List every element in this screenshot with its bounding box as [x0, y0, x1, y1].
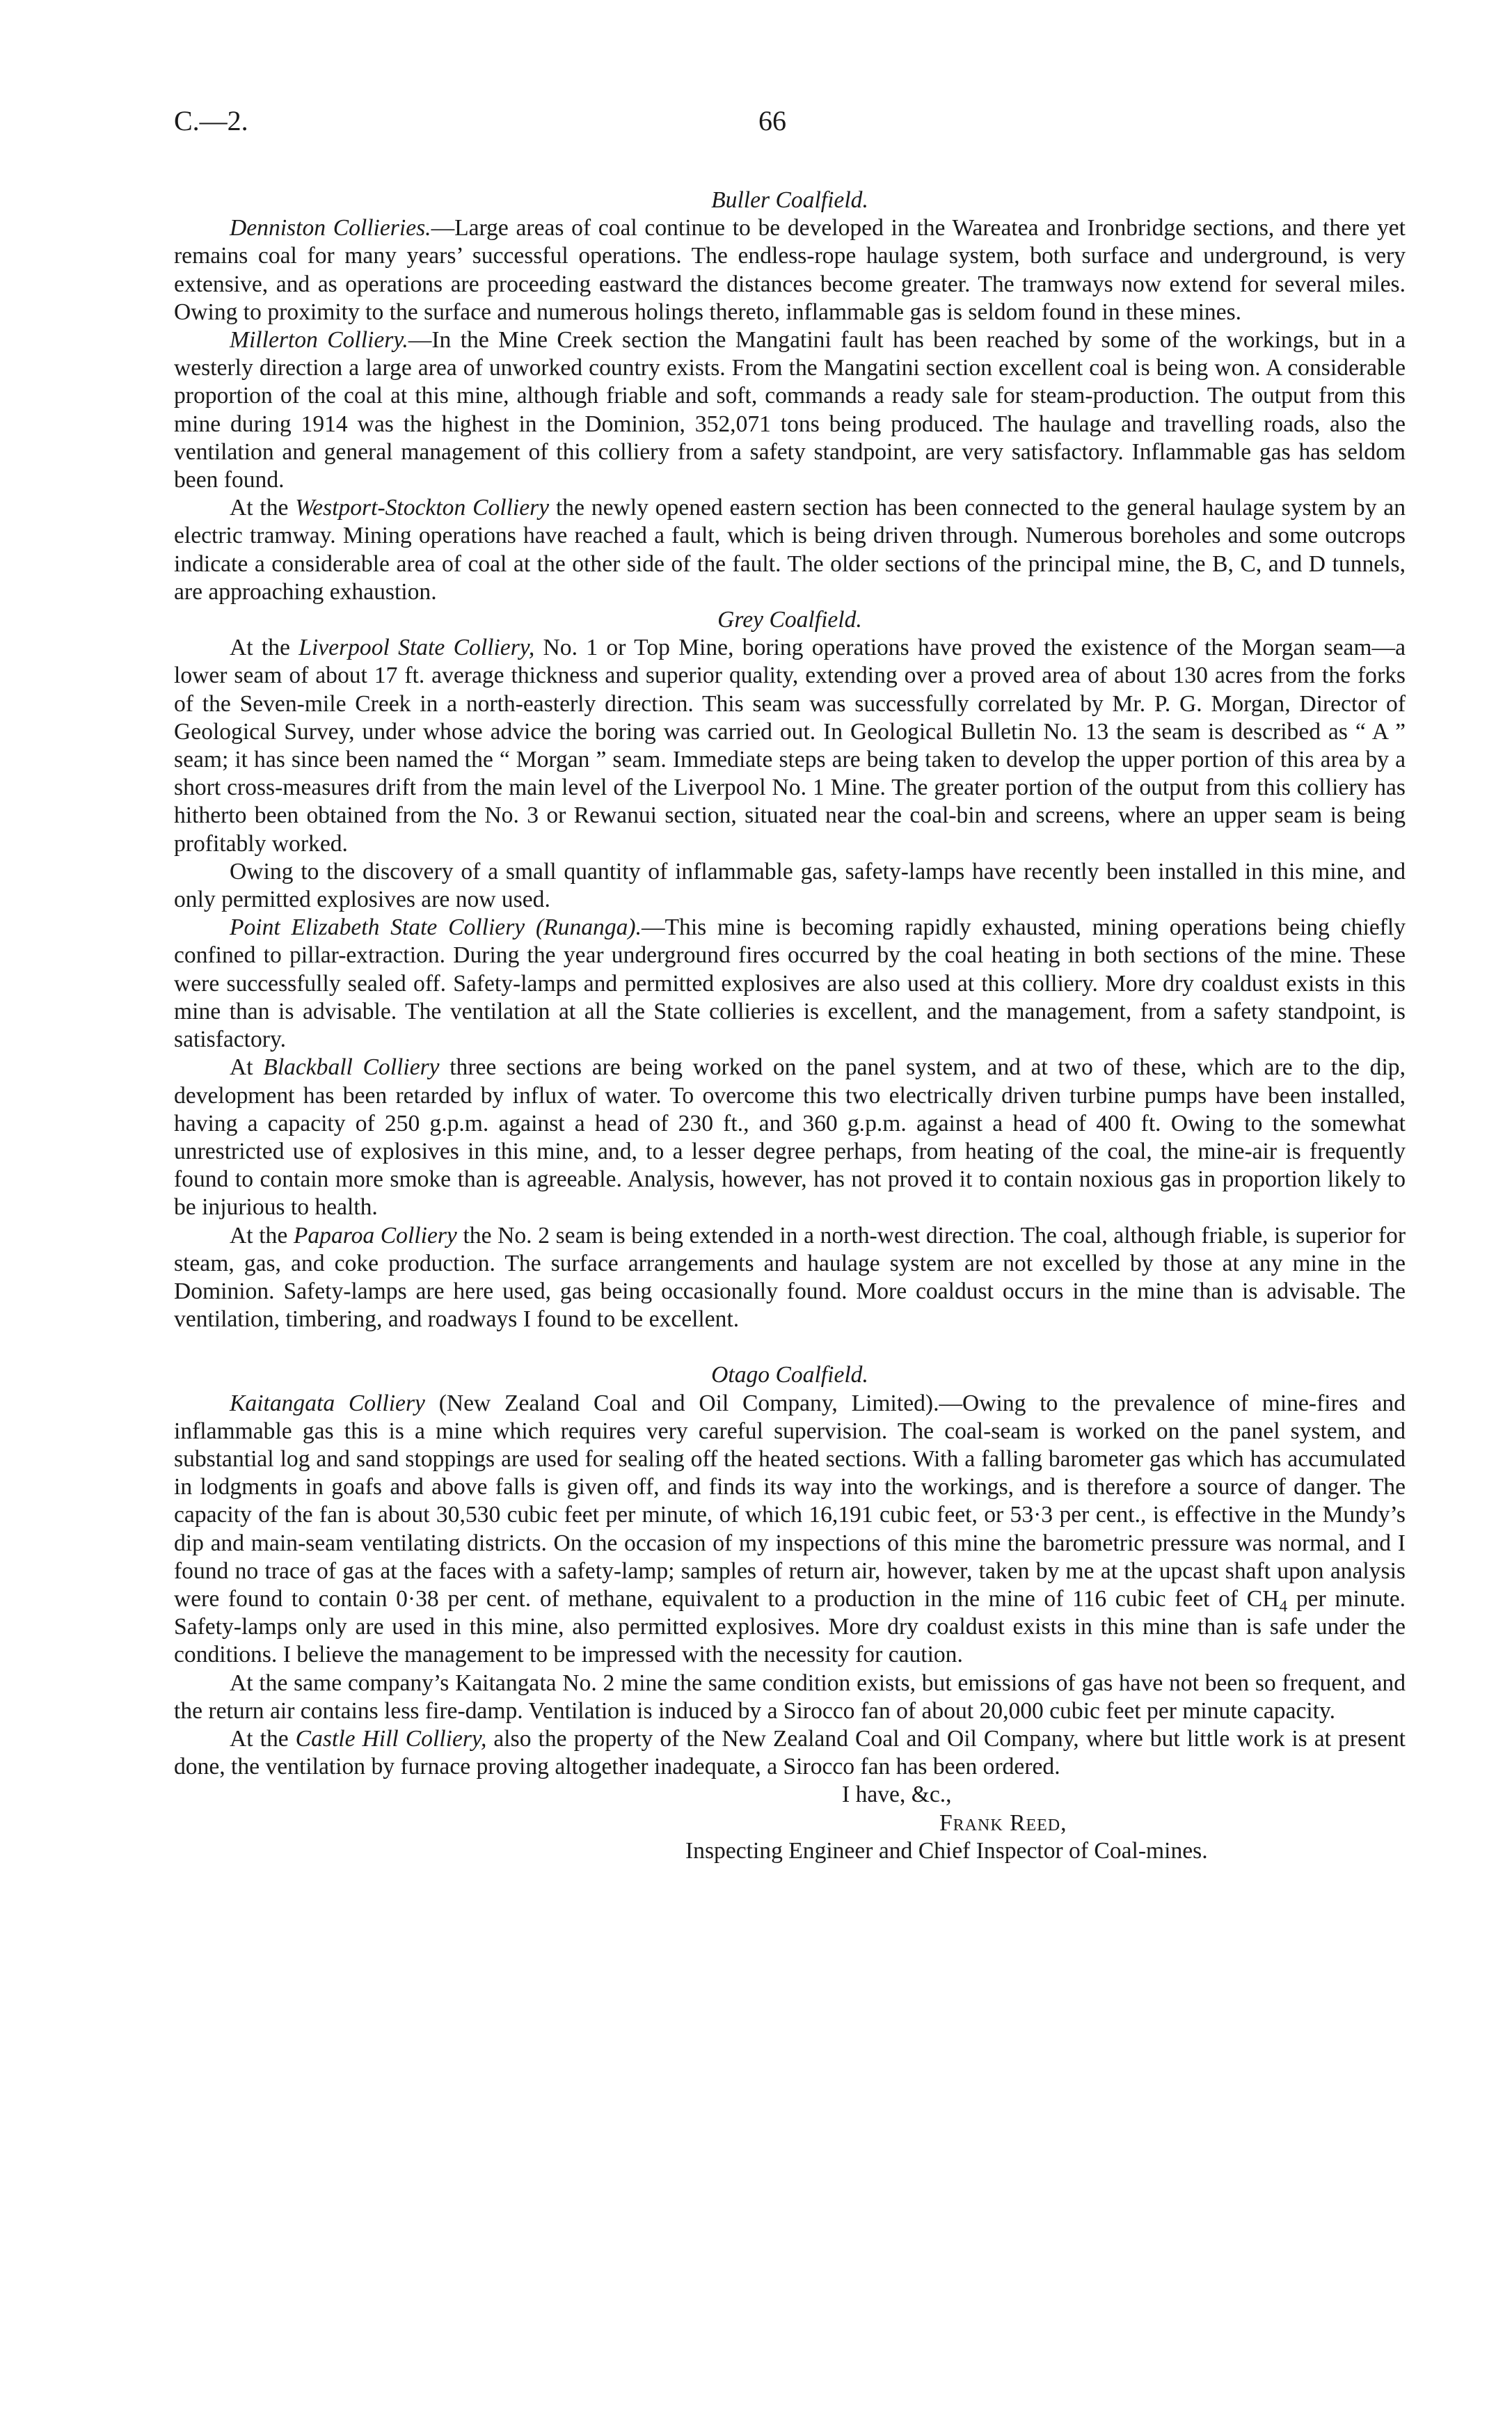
paragraph-text: per minute. Safety-lamps only are used in this mine, also permitted explosives. More dry coaldust exists in this mine than is safe under the conditions. I believe the management to be impressed with the necessity for caution.: [174, 1585, 1406, 1668]
colliery-name: Blackball Colliery: [263, 1054, 440, 1081]
colliery-name: Point Elizabeth State Colliery (Runanga).: [230, 914, 642, 941]
page-number: 66: [758, 105, 786, 136]
paragraph-prefix: At: [230, 1054, 264, 1081]
colliery-name: Kaitangata Colliery: [230, 1390, 425, 1416]
colliery-name: Millerton Colliery.: [230, 327, 408, 354]
paragraph-westport-stockton: [174, 494, 1406, 606]
paragraph-text: the No. 2 seam is being extended in a north-west direction. The coal, although friable, is superior for steam, gas, and coke production. The surface arrangements and haulage system are not excelled by those at any mine in the Dominion. Safety-lamps are here used, gas being occasionally found. More coaldust occurs in the mine than is advisable. The ventilation, timbering, and roadways I found to be excellent.: [174, 1222, 1406, 1333]
colliery-name: Westport-Stockton Colliery: [295, 495, 550, 521]
paragraph-text: —This mine is becoming rapidly exhausted, mining operations being chiefly confined to pillar-extraction. During the year underground fires occurred by the coal heating in both sections of the mine. These were successfully sealed off. Safety-lamps and permitted explosives are also used at this colliery. More dry coaldust exists in this mine than is advisable. The ventilation at all the State collieries is excellent, and the management, from a safety standpoint, is satisfactory.: [174, 914, 1406, 1053]
paragraph-text: the newly opened eastern section has been connected to the general haulage system by an electric tramway. Mining operations have reached a fault, which is being driven through. Numerous boreholes and some outcrops indicate a considerable area of coal at the other side of the fault. The older sections of the principal mine, the B, C, and D tunnels, are approaching exhaustion.: [174, 495, 1406, 605]
chemical-subscript: 4: [1279, 1597, 1288, 1616]
paragraph-paparoa: [174, 1222, 1406, 1334]
paragraph-text: three sections are being worked on the panel system, and at two of these, which are to the dip, development has been retarded by influx of water. To overcome this two electrically driven turbine pumps have been installed, having a capacity of 250 g.p.m. against a head of 230 ft., and 360 g.p.m. against a head of 400 ft. Owing to the somewhat unrestricted use of explosives in this mine, and, to a lesser degree perhaps, from heating of the coal, the mine-air is frequently found to contain more smoke than is agreeable. Analysis, however, has not proved it to contain noxious gas in proportion likely to be injurious to health.: [174, 1054, 1406, 1221]
colliery-name: Paparoa Colliery: [293, 1222, 457, 1249]
signature-block: [174, 1781, 1406, 1865]
signature-name: Frank Reed,: [939, 1809, 1067, 1836]
paragraph-text: —Large areas of coal continue to be developed in the Wareatea and Ironbridge sections, and there yet remains coal for many years’ successful operations. The endless-rope haulage system, both surface and underground, is very extensive, and as operations are proceeding eastward the distances become greater. The tramways now extend for several miles. Owing to proximity to the surface and numerous holings thereto, inflammable gas is seldom found in these mines.: [174, 215, 1406, 325]
paragraph-kaitangata-no2: [174, 1670, 1406, 1725]
paragraph-castle-hill: [174, 1725, 1406, 1781]
paragraph-text: Owing to the discovery of a small quantity of inflammable gas, safety-lamps have recently been installed in this mine, and only permitted explosives are now used.: [174, 858, 1406, 913]
report-body: [174, 187, 1406, 1865]
paragraph-millerton: [174, 326, 1406, 494]
paragraph-prefix: At the: [230, 1725, 296, 1752]
paragraph-prefix: At the: [230, 1222, 294, 1249]
signature-closing: I have, &c.,: [842, 1782, 952, 1808]
paragraph-text: No. 1 or Top Mine, boring operations have proved the existence of the Morgan seam—a lower seam of about 17 ft. average thickness and superior quality, extending over a proved area of about 130 acres from the forks of the Seven-mile Creek in a north-easterly direction. This seam was successfully correlated by Mr. P. G. Morgan, Director of Geological Survey, under whose advice the boring was carried out. In Geological Bulletin No. 13 the seam is described as “ A ” seam; it has since been named the “ Morgan ” seam. Immediate steps are being taken to develop the upper portion of this area by a short cross-measures drift from the main level of the Liverpool No. 1 Mine. The greater portion of the output from this colliery has hitherto been obtained from the No. 3 or Rewanui section, situated near the coal-bin and screens, where an upper seam is being profitably worked.: [174, 635, 1406, 857]
report-reference: C.—2.: [174, 105, 248, 136]
signature-title: Inspecting Engineer and Chief Inspector of Coal-mines.: [685, 1837, 1208, 1864]
colliery-name: Liverpool State Colliery,: [299, 635, 535, 661]
section-heading-otago: Otago Coalfield.: [711, 1362, 868, 1388]
paragraph-kaitangata: [174, 1390, 1406, 1670]
paragraph-prefix: At the: [230, 635, 299, 661]
paragraph-point-elizabeth: [174, 914, 1406, 1054]
section-heading-grey: Grey Coalfield.: [717, 607, 862, 633]
page-header: [174, 104, 1408, 153]
paragraph-text: At the same company’s Kaitangata No. 2 mine the same condition exists, but emissions of gas have not been so frequent, and the return air contains less fire-damp. Ventilation is induced by a Sirocco fan of about 20,000 cubic feet per minute capacity.: [174, 1670, 1406, 1724]
paragraph-blackball: [174, 1054, 1406, 1221]
paragraph-text: (New Zealand Coal and Oil Company, Limited).—Owing to the prevalence of mine-fires and inflammable gas this is a mine which requires very careful supervision. The coal-seam is worked on the panel system, and substantial log and sand stoppings are used for sealing off the heated sections. With a falling barometer gas which has accumulated in lodgments in goafs and above falls is given off, and finds its way into the workings, and is therefore a source of danger. The capacity of the fan is about 30,530 cubic feet per minute, of which 16,191 cubic feet, or 53·3 per cent., is effective in the Mundy’s dip and main-seam ventilating districts. On the occasion of my inspections of this mine the barometric pressure was normal, and I found no trace of gas at the faces with a safety-lamp; samples of return air, however, taken by me at the upcast shaft upon analysis were found to contain 0·38 per cent. of methane, equivalent to a production in the mine of 116 cubic feet of CH: [174, 1390, 1406, 1612]
paragraph-text: also the property of the New Zealand Coal and Oil Company, where but little work is at present done, the ventilation by furnace proving altogether inadequate, a Sirocco fan has been ordered.: [174, 1725, 1406, 1780]
paragraph-text: —In the Mine Creek section the Mangatini fault has been reached by some of the workings, but in a westerly direction a large area of unworked country exists. From the Mangatini section excellent coal is being won. A considerable proportion of the coal at this mine, although friable and soft, commands a ready sale for steam-production. The output from this mine during 1914 was the highest in the Dominion, 352,071 tons being produced. The haulage and travelling roads, also the ventilation and general management of this colliery from a safety standpoint, are very satisfactory. Inflammable gas has seldom been found.: [174, 327, 1406, 493]
colliery-name: Denniston Collieries.: [230, 215, 431, 241]
paragraph-liverpool: [174, 634, 1406, 858]
section-heading-buller: Buller Coalfield.: [711, 187, 868, 213]
paragraph-denniston: [174, 214, 1406, 326]
colliery-name: Castle Hill Colliery,: [295, 1725, 487, 1752]
paragraph-liverpool-gas: [174, 858, 1406, 914]
paragraph-prefix: At the: [230, 495, 296, 521]
